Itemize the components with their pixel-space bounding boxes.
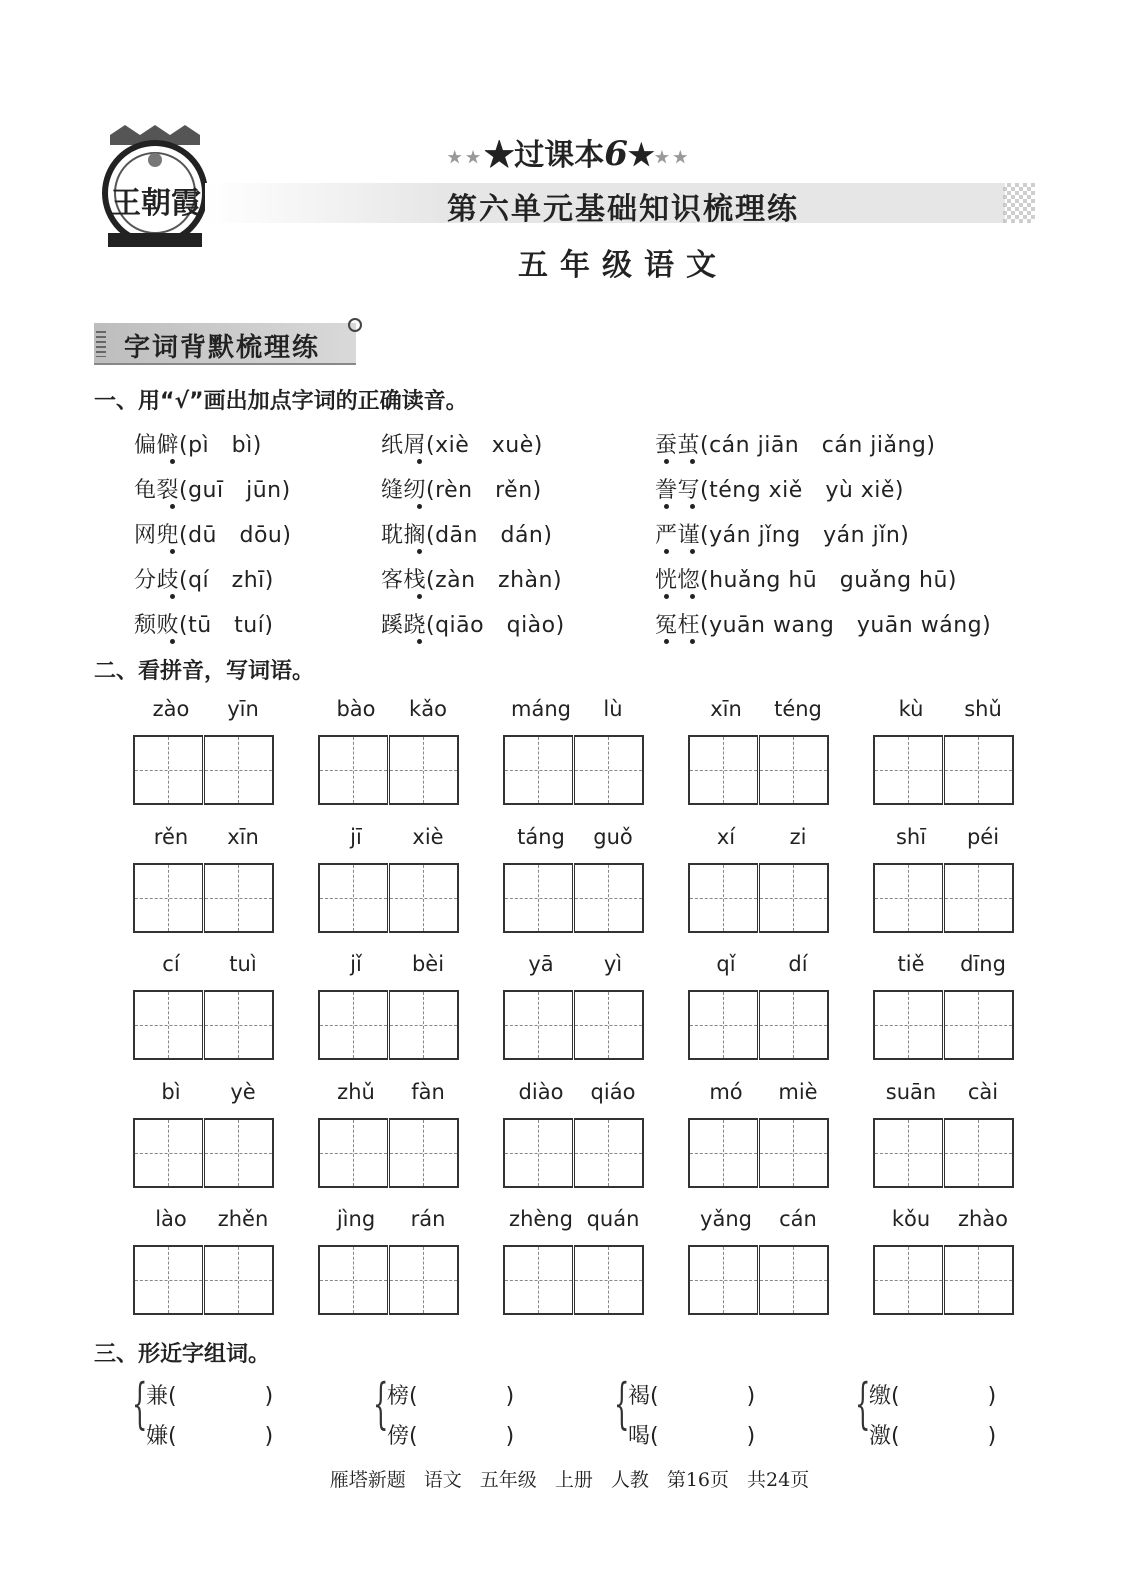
writing-box[interactable] [944,863,1014,933]
writing-box[interactable] [574,1245,644,1315]
pinyin-label: tiě [897,952,925,976]
pinyin-label: zi [789,825,807,849]
similar-char-item[interactable]: 兼( ) [146,1384,274,1409]
pinyin-label: quán [586,1207,640,1231]
star-icon: ★★ [654,147,692,167]
writing-box[interactable] [873,735,943,805]
pinyin-label: suān [885,1080,937,1104]
page-subtitle: 五年级语文 [518,248,728,283]
page-title: 第六单元基础知识梳理练 [447,192,799,227]
writing-box[interactable] [759,1245,829,1315]
pinyin-label: xīn [227,825,259,849]
pinyin-label: zào [152,697,190,721]
pinyin-label: péi [966,825,1000,849]
section-tag [94,323,356,365]
pinyin-label: qǐ [716,952,736,976]
pinyin-label: miè [778,1080,818,1104]
emphasis-dot [664,549,669,554]
pinyin-label: táng [517,825,565,849]
section-tag-label: 字词背默梳理练 [124,333,321,363]
writing-box[interactable] [204,735,274,805]
word-item[interactable]: 分歧(qí zhī) [134,568,274,593]
brace-icon: { [855,1372,871,1435]
writing-box[interactable] [944,1245,1014,1315]
writing-box[interactable] [503,1118,573,1188]
writing-box[interactable] [688,990,758,1060]
pen-icon [348,318,362,332]
pinyin-label: diào [518,1080,564,1104]
pinyin-label: kǎo [409,697,447,721]
writing-box[interactable] [873,990,943,1060]
writing-box[interactable] [873,863,943,933]
writing-box[interactable] [688,1245,758,1315]
pinyin-label: máng [511,697,571,721]
emphasis-dot [417,594,422,599]
writing-box[interactable] [944,1118,1014,1188]
pinyin-label: dīng [960,952,1006,976]
pinyin-label: mó [709,1080,743,1104]
pinyin-label: fàn [411,1080,445,1104]
emphasis-dot [664,639,669,644]
pinyin-label: xí [716,825,736,849]
word-item[interactable]: 偏僻(pì bì) [134,433,262,458]
pinyin-label: yì [603,952,623,976]
writing-box[interactable] [759,735,829,805]
word-item[interactable]: 耽搁(dān dán) [381,523,553,548]
writing-box[interactable] [389,990,459,1060]
emphasis-dot [170,504,175,509]
pinyin-label: zhào [957,1207,1009,1231]
writing-box[interactable] [133,1118,203,1188]
emphasis-dot [690,504,695,509]
writing-box[interactable] [759,1118,829,1188]
writing-box[interactable] [389,1245,459,1315]
similar-char-item[interactable]: 榜( ) [387,1384,515,1409]
brace-icon: { [132,1372,148,1435]
similar-char-item[interactable]: 褐( ) [628,1384,756,1409]
word-item[interactable]: 蹊跷(qiāo qiào) [381,613,565,638]
word-item[interactable]: 誊写(téng xiě yù xiě) [655,478,905,503]
word-item[interactable]: 颓败(tū tuí) [134,613,274,638]
writing-box[interactable] [389,1118,459,1188]
writing-box[interactable] [204,990,274,1060]
writing-box[interactable] [133,735,203,805]
emphasis-dot [664,504,669,509]
question-1-heading: 一、用“√”画出加点字词的正确读音。 [94,389,468,414]
pinyin-label: yǎng [700,1207,752,1231]
writing-box[interactable] [318,1118,388,1188]
writing-box[interactable] [873,1118,943,1188]
writing-box[interactable] [389,735,459,805]
pinyin-label: jī [350,825,362,849]
writing-box[interactable] [318,735,388,805]
word-item[interactable]: 恍惚(huǎng hū guǎng hū) [655,568,958,593]
writing-box[interactable] [688,735,758,805]
word-item[interactable]: 龟裂(guī jūn) [134,478,291,503]
writing-box[interactable] [318,1245,388,1315]
pinyin-label: yā [528,952,554,976]
pinyin-label: lào [155,1207,187,1231]
writing-box[interactable] [688,1118,758,1188]
writing-box[interactable] [503,863,573,933]
pinyin-label: xīn [710,697,742,721]
writing-box[interactable] [688,863,758,933]
brace-icon: { [373,1372,389,1435]
word-item[interactable]: 缝纫(rèn rěn) [381,478,542,503]
pinyin-label: zhǔ [337,1080,375,1104]
page-footer: 雁塔新题 语文 五年级 上册 人教 第16页 共24页 [329,1469,810,1491]
emphasis-dot [170,459,175,464]
pinyin-label: shī [895,825,927,849]
word-item[interactable]: 严谨(yán jǐng yán jǐn) [655,523,910,548]
pinyin-label: cán [779,1207,817,1231]
logo-text: 王朝霞 [111,186,201,221]
pinyin-label: yīn [227,697,259,721]
writing-box[interactable] [204,1245,274,1315]
emphasis-dot [417,549,422,554]
emphasis-dot [417,459,422,464]
pinyin-label: guǒ [593,825,633,849]
pinyin-label: shǔ [964,697,1002,721]
pinyin-label: tuì [229,952,257,976]
writing-box[interactable] [574,990,644,1060]
writing-box[interactable] [873,1245,943,1315]
emphasis-dot [170,639,175,644]
emphasis-dot [690,459,695,464]
writing-box[interactable] [944,990,1014,1060]
word-item[interactable]: 冤枉(yuān wang yuān wáng) [655,613,992,638]
pinyin-label: lù [603,697,623,721]
pinyin-label: rěn [153,825,189,849]
pinyin-label: yè [230,1080,256,1104]
word-item[interactable]: 网兜(dū dōu) [134,523,292,548]
writing-box[interactable] [503,1245,573,1315]
similar-char-item[interactable]: 傍( ) [387,1424,515,1449]
writing-box[interactable] [133,863,203,933]
pinyin-label: bì [161,1080,181,1104]
emphasis-dot [664,594,669,599]
emphasis-dot [417,504,422,509]
emphasis-dot [690,639,695,644]
writing-box[interactable] [503,990,573,1060]
star-icon: ★★ [447,147,485,167]
similar-char-item[interactable]: 激( ) [869,1424,997,1449]
pinyin-label: dí [788,952,808,976]
writing-box[interactable] [204,1118,274,1188]
writing-box[interactable] [204,863,274,933]
pinyin-label: kù [898,697,924,721]
similar-char-item[interactable]: 嫌( ) [146,1424,274,1449]
question-2-heading: 二、看拼音，写词语。 [94,659,315,684]
writing-box[interactable] [318,863,388,933]
brace-icon: { [614,1372,630,1435]
similar-char-item[interactable]: 喝( ) [628,1424,756,1449]
writing-box[interactable] [574,863,644,933]
similar-char-item[interactable]: 缴( ) [869,1384,997,1409]
emphasis-dot [417,639,422,644]
pinyin-label: jǐ [350,952,362,976]
pinyin-label: qiáo [590,1080,636,1104]
pinyin-label: bèi [411,952,445,976]
pinyin-label: cí [162,952,180,976]
writing-box[interactable] [503,735,573,805]
pinyin-label: cài [967,1080,999,1104]
emphasis-dot [664,459,669,464]
pinyin-label: téng [774,697,822,721]
writing-box[interactable] [389,863,459,933]
word-item[interactable]: 纸屑(xiè xuè) [381,433,543,458]
emphasis-dot [690,549,695,554]
question-3-heading: 三、形近字组词。 [94,1342,271,1367]
word-item[interactable]: 蚕茧(cán jiān cán jiǎng) [655,433,936,458]
pinyin-label: bào [336,697,376,721]
pinyin-label: rán [410,1207,446,1231]
pinyin-label: zhèng [509,1207,573,1231]
emphasis-dot [690,594,695,599]
writing-box[interactable] [133,1245,203,1315]
writing-box[interactable] [759,863,829,933]
writing-box[interactable] [944,735,1014,805]
emphasis-dot [170,549,175,554]
pinyin-label: kǒu [891,1207,931,1231]
pinyin-label: zhěn [217,1207,269,1231]
emphasis-dot [170,594,175,599]
writing-box[interactable] [574,735,644,805]
series-label: ★★★过课本6★★★ [447,134,692,174]
writing-box[interactable] [318,990,388,1060]
writing-box[interactable] [133,990,203,1060]
writing-box[interactable] [759,990,829,1060]
pinyin-label: xiè [412,825,444,849]
pinyin-label: jìng [336,1207,376,1231]
word-item[interactable]: 客栈(zàn zhàn) [381,568,563,593]
writing-box[interactable] [574,1118,644,1188]
